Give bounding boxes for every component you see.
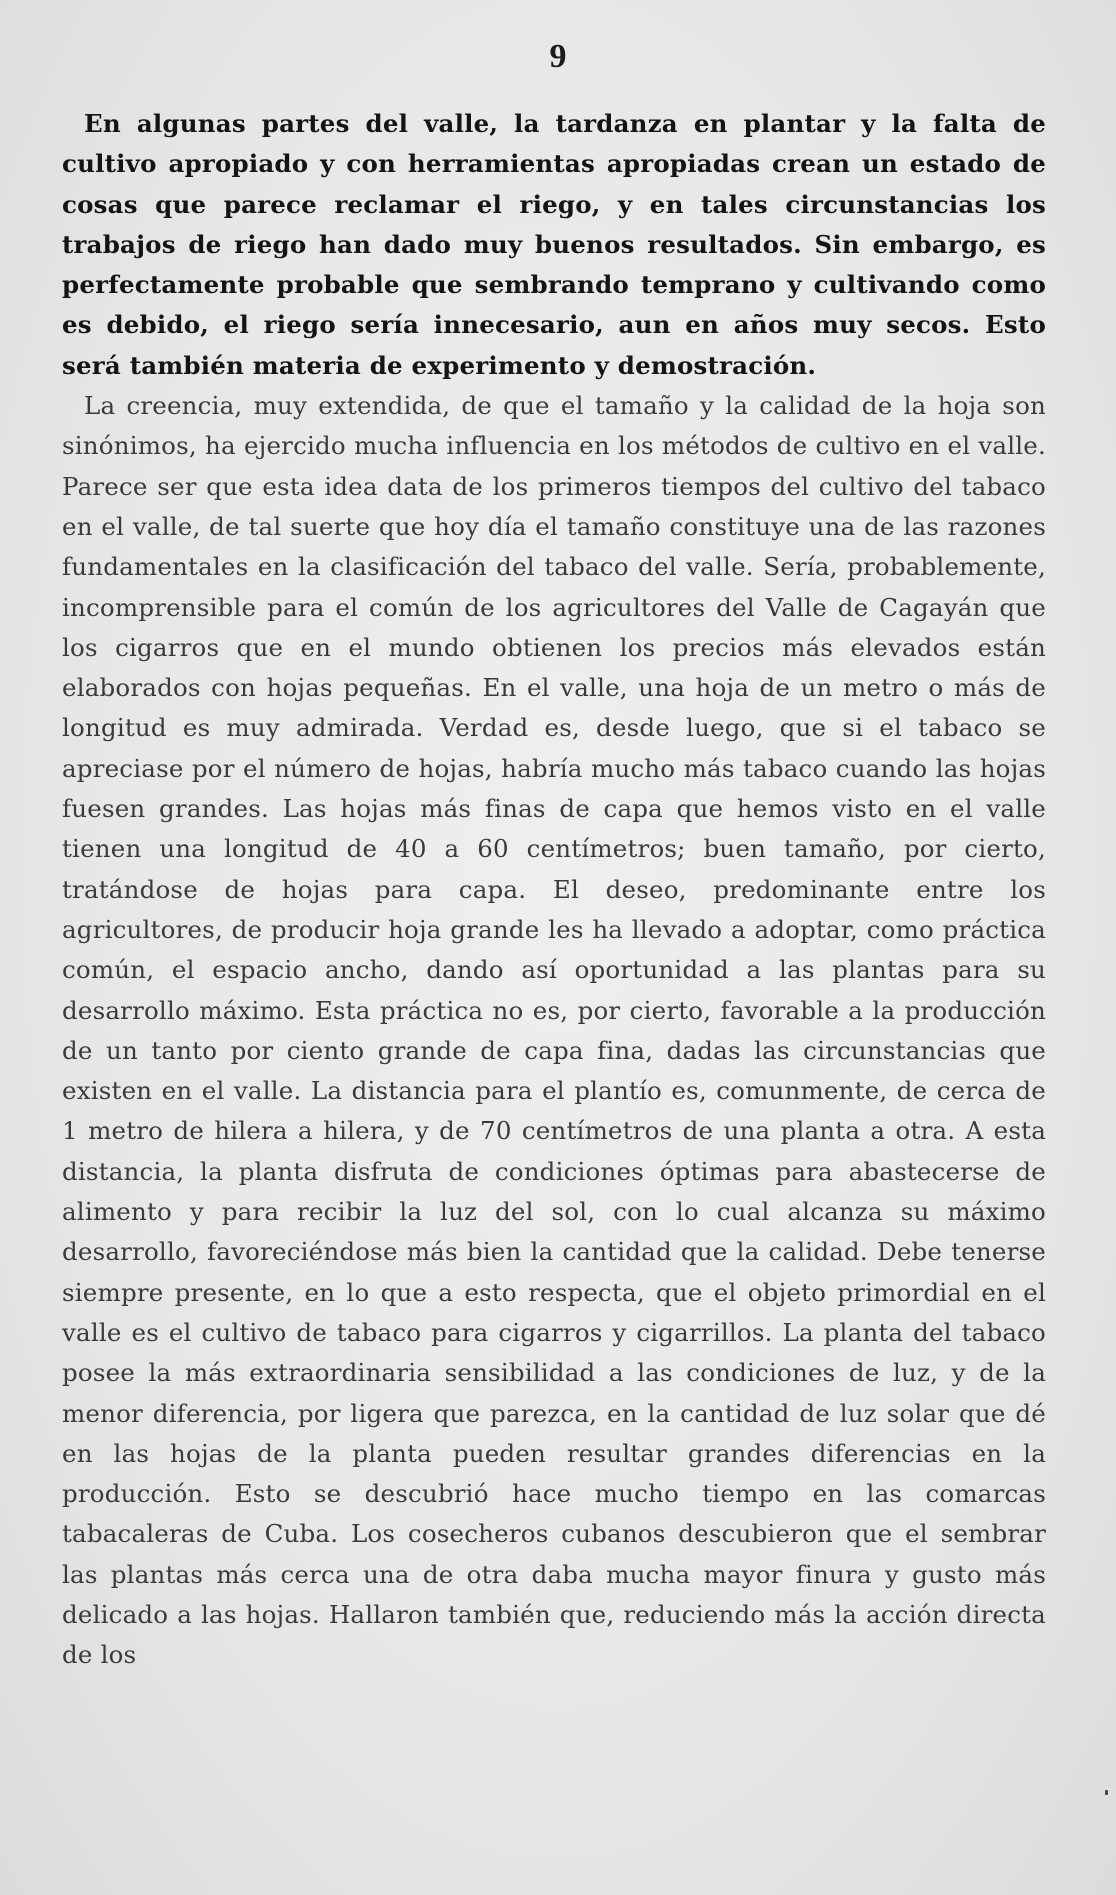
paragraph-irrigation: En algunas partes del valle, la tardanza en plantar y la falta de cultivo apropiado y con herramientas apropiadas crean un estado de cosas que parece reclamar el riego, y en tales circunstancias los trabajos de riego han dado muy buenos resultados. Sin embargo, es perfectamente probable que sembrando temprano y cultivando como es debido, el riego sería innecesario, aun en años muy secos. Esto será también materia de experimento y demostración. xyxy=(62,109,1046,380)
scan-speck xyxy=(1105,1790,1108,1795)
paragraph-leaf-size: La creencia, muy extendida, de que el tamaño y la calidad de la hoja son sinónimos, ha ejercido mucha influencia en los métodos de cultivo en el valle. Parece ser que esta idea data de los primeros tiempos del cultivo del tabaco en el valle, de tal suerte que hoy día el tamaño constituye una de las razones fundamentales en la clasificación del tabaco del valle. Sería, probablemente, incomprensible para el común de los agricultores del Valle de Cagayán que los cigarros que en el mundo obtienen los precios más elevados están elaborados con hojas pequeñas. En el valle, una hoja de un metro o más de longitud es muy admirada. Verdad es, desde luego, que si el tabaco se apreciase por el número de hojas, habría mucho más tabaco cuando las hojas fuesen grandes. Las hojas más finas de capa que hemos visto en el valle tienen una longitud de 40 a 60 centímetros; buen tamaño, por cierto, tratándose de hojas para capa. El deseo, predominante entre los agricultores, de producir hoja grande les ha llevado a adoptar, como práctica común, el espacio ancho, dando así oportunidad a las plantas para su desarrollo máximo. Esta práctica no es, por cierto, favorable a la producción de un tanto por ciento grande de capa fina, dadas las circunstancias que existen en el valle. La distancia para el plantío es, comunmente, de cerca de 1 metro de hilera a hilera, y de 70 centímetros de una planta a otra. A esta distancia, la planta disfruta de condiciones óptimas para abastecerse de alimento y para recibir la luz del sol, con lo cual alcanza su máximo desarrollo, favoreciéndose más bien la cantidad que la calidad. Debe tenerse siempre presente, en lo que a esto respecta, que el objeto primordial en el valle es el cultivo de tabaco para cigarros y cigarrillos. La planta del tabaco posee la más extraordinaria sensibilidad a las condiciones de luz, y de la menor diferencia, por ligera que parezca, en la cantidad de luz solar que dé en las hojas de la planta pueden resultar grandes diferencias en la producción. Esto se descubrió hace mucho tiempo en las comarcas tabacaleras de Cuba. Los cosecheros cubanos descubieron que el sembrar las plantas más cerca una de otra daba mucha mayor finura y gusto más delicado a las hojas. Hallaron también que, reduciendo más la acción directa de los xyxy=(62,391,1046,1670)
body-text xyxy=(62,104,1046,1676)
page-number: 9 xyxy=(549,38,567,75)
